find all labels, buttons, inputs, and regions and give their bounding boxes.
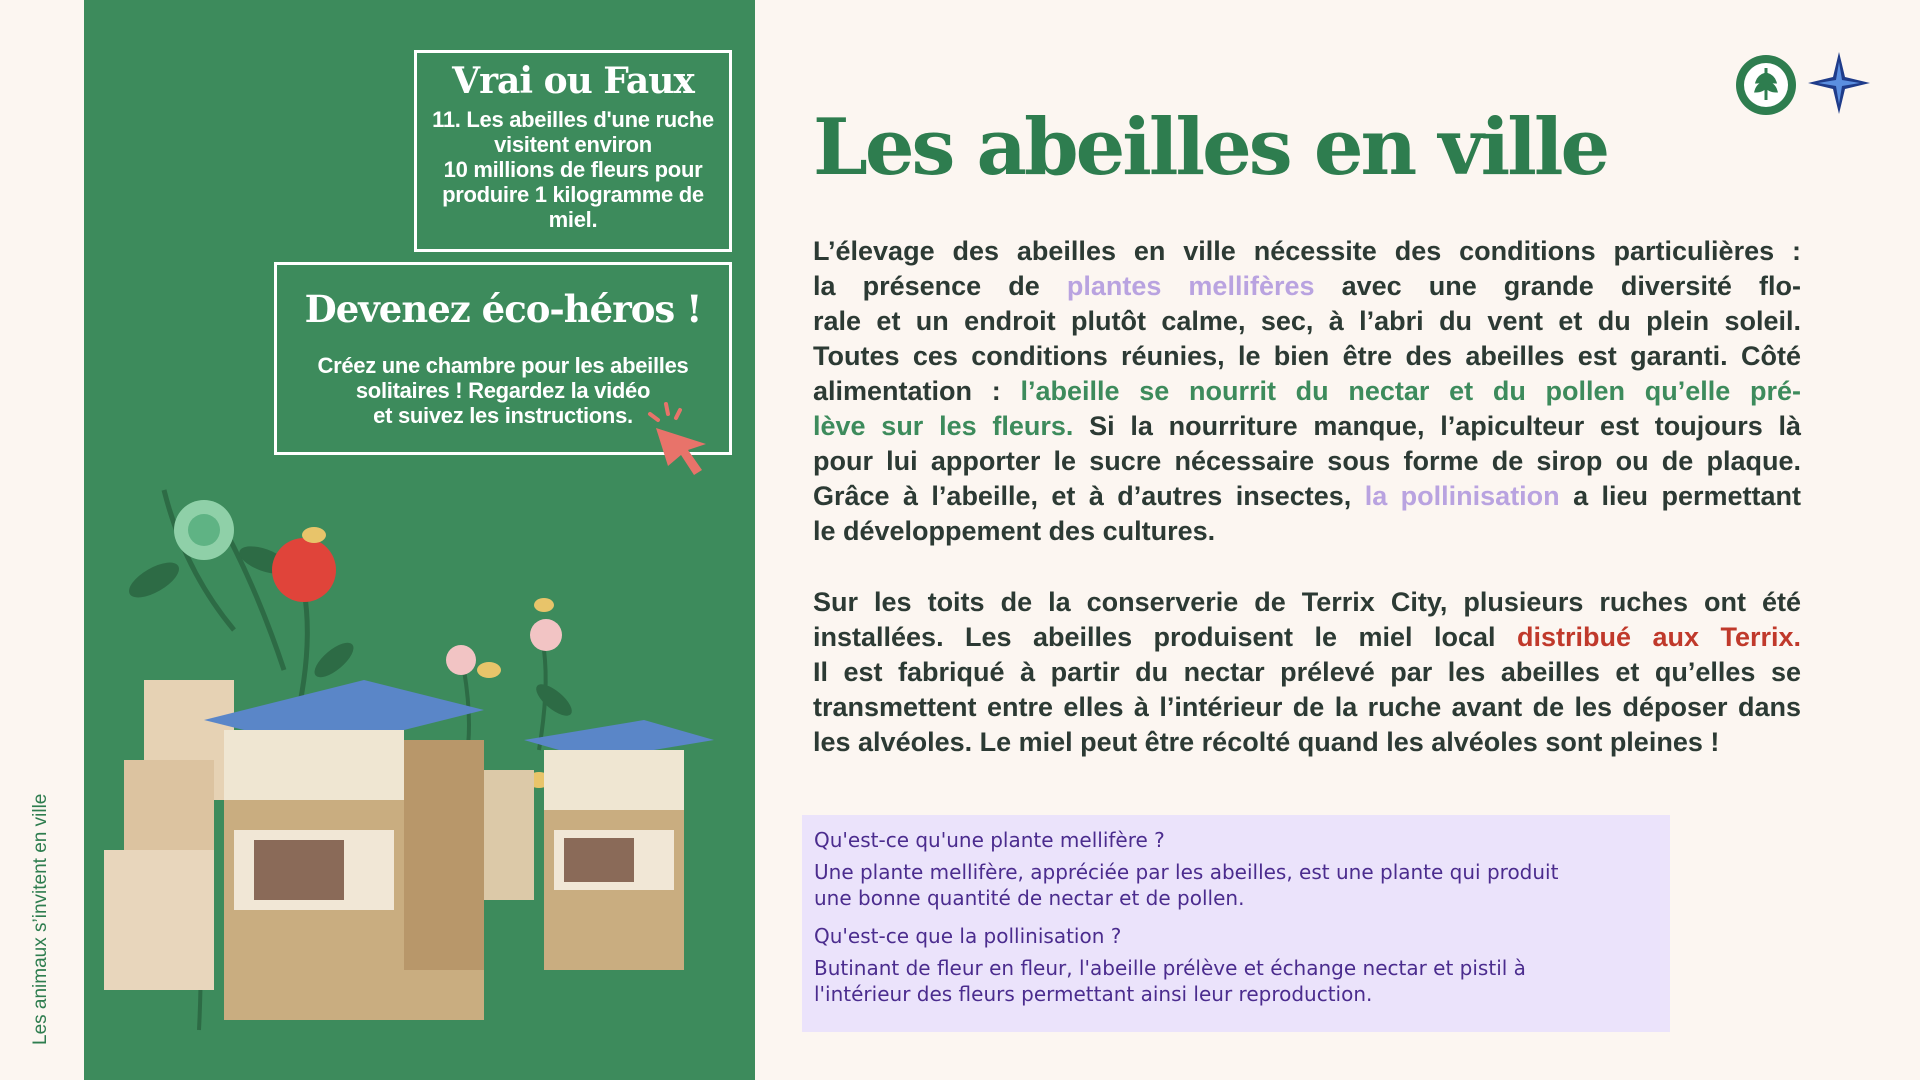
text-line: L’élevage des abeilles en ville nécessite des conditions particulières : — [813, 236, 1801, 266]
text-line: pour lui apporter le sucre nécessaire sous forme de sirop ou de plaque. — [813, 446, 1801, 476]
vrai-ou-faux-line: produire 1 kilogramme de — [442, 182, 704, 207]
text-segment: Grâce à l’abeille, et à d’autres insectes, — [813, 481, 1365, 511]
text-line: transmettent entre elles à l’intérieur de la ruche avant de les déposer dans — [813, 692, 1801, 722]
text-line: les alvéoles. Le miel peut être récolté quand les alvéoles sont pleines ! — [813, 727, 1720, 757]
paragraph-2 — [813, 585, 1801, 760]
highlight-nourriture: lève sur les fleurs. — [813, 411, 1074, 441]
glossary-answer-line: une bonne quantité de nectar et de pollen. — [814, 886, 1245, 910]
glossary-answer — [814, 955, 1656, 1007]
text-segment: la présence de — [813, 271, 1067, 301]
highlight-plantes-melliferes[interactable]: plantes mellifères — [1066, 271, 1315, 301]
text-segment: a lieu permettant — [1559, 481, 1801, 511]
text-line — [813, 409, 1801, 444]
text-segment: alimentation : — [813, 376, 1021, 406]
four-point-star-icon — [1806, 50, 1872, 116]
vrai-ou-faux-title: Vrai ou Faux — [452, 60, 694, 102]
text-line — [813, 374, 1801, 409]
vrai-ou-faux-line: miel. — [548, 207, 598, 232]
text-segment: avec une grande diversité flo- — [1314, 271, 1801, 301]
eco-heros-line: et suivez les instructions. — [373, 403, 633, 428]
vrai-ou-faux-text — [425, 107, 721, 232]
vrai-ou-faux-line: 10 millions de fleurs pour — [443, 157, 703, 182]
beehive-illustration — [84, 430, 755, 1040]
vrai-ou-faux-line: visitent environ — [494, 132, 652, 157]
page-title: Les abeilles en ville — [813, 102, 1608, 193]
leaf-logo-icon — [1735, 54, 1797, 116]
sidebar-label: Les animaux s’invitent en ville — [30, 793, 51, 1045]
glossary-answer-line: Butinant de fleur en fleur, l'abeille prélève et échange nectar et pistil à — [814, 956, 1526, 980]
vrai-ou-faux-box — [414, 50, 732, 252]
eco-heros-line: solitaires ! Regardez la vidéo — [355, 378, 651, 403]
text-line — [813, 479, 1801, 514]
green-panel — [84, 0, 755, 1080]
text-segment: Si la nourriture manque, l’apiculteur est toujours là — [1073, 411, 1801, 441]
text-line: rale et un endroit plutôt calme, sec, à l’abri du vent et du plein soleil. — [813, 306, 1801, 336]
glossary-question: Qu'est-ce qu'une plante mellifère ? — [814, 828, 1165, 852]
eco-heros-title: Devenez éco-héros ! — [304, 287, 702, 331]
glossary-answer — [814, 859, 1656, 911]
vrai-ou-faux-line: 11. Les abeilles d'une ruche — [432, 107, 714, 132]
text-line — [813, 620, 1801, 655]
text-line: Sur les toits de la conserverie de Terrix City, plusieurs ruches ont été — [813, 587, 1801, 617]
glossary-answer-line: l'intérieur des fleurs permettant ainsi leur reproduction. — [814, 982, 1373, 1006]
highlight-pollinisation[interactable]: la pollinisation — [1364, 481, 1560, 511]
text-line — [813, 269, 1801, 304]
highlight-nourriture: l’abeille se nourrit du nectar et du pollen qu’elle pré- — [1020, 376, 1802, 406]
glossary-answer-line: Une plante mellifère, appréciée par les abeilles, est une plante qui produit — [814, 860, 1559, 884]
text-line: le développement des cultures. — [813, 516, 1216, 546]
text-segment: installées. Les abeilles produisent le miel local — [813, 622, 1517, 652]
paragraph-1 — [813, 234, 1801, 549]
text-line: Toutes ces conditions réunies, le bien être des abeilles est garanti. Côté — [813, 341, 1801, 371]
text-line: Il est fabriqué à partir du nectar prélevé par les abeilles et qu’elles se — [813, 657, 1801, 687]
eco-heros-line: Créez une chambre pour les abeilles — [317, 353, 689, 378]
highlight-terrix: distribué aux Terrix. — [1517, 622, 1802, 652]
glossary-box — [802, 815, 1670, 1032]
glossary-question: Qu'est-ce que la pollinisation ? — [814, 924, 1122, 948]
